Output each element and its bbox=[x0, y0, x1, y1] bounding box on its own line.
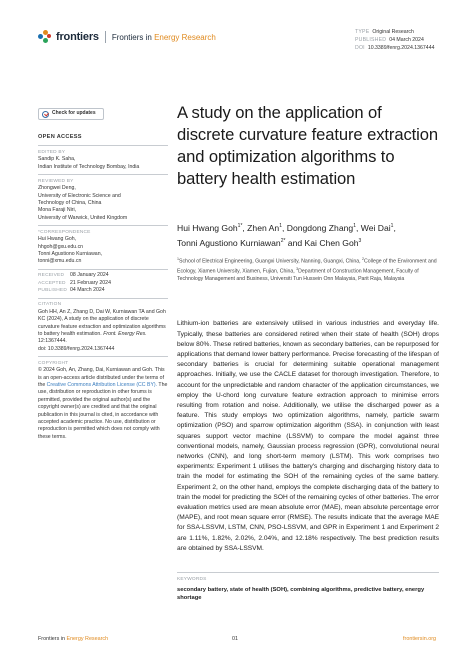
frontiers-logo[interactable] bbox=[38, 30, 216, 44]
author-name[interactable]: , Zhen An bbox=[242, 222, 280, 233]
correspondence-label: *CORRESPONDENCE bbox=[38, 229, 91, 235]
article-title: A study on the application of discrete curvature feature extraction and optimization algorithms to battery health estimation bbox=[177, 103, 439, 188]
logo-text: frontiers bbox=[56, 31, 99, 43]
affiliations bbox=[177, 256, 439, 284]
author-list bbox=[177, 220, 439, 250]
author-affil-sup: 1 bbox=[390, 223, 394, 229]
article-meta bbox=[355, 28, 473, 52]
author-separator: , bbox=[393, 222, 396, 233]
reviewer-line: Zhongwei Deng, bbox=[38, 185, 76, 192]
reviewed-by-label: REVIEWED BY bbox=[38, 178, 74, 184]
received-date: 08 January 2024 bbox=[70, 272, 109, 279]
correspondent-email[interactable]: hhgoh@gxu.edu.cn bbox=[38, 243, 84, 250]
sidebar-divider bbox=[38, 298, 168, 299]
author-name[interactable]: Tonni Agustiono Kurniawan bbox=[177, 237, 281, 248]
author-affil-sup: 1* bbox=[237, 223, 243, 229]
citation-volume: 12:1367444. bbox=[38, 338, 67, 345]
citation-doi[interactable]: doi: 10.3389/fenrg.2024.1367444 bbox=[38, 345, 115, 352]
meta-type-row bbox=[355, 28, 473, 36]
footer-journal bbox=[38, 636, 108, 642]
affiliation-text: College of the Environment and Ecology, Xiamen University, Xiamen, Fujian, China, bbox=[177, 258, 437, 275]
page-header bbox=[0, 0, 474, 60]
citation-text bbox=[38, 309, 168, 353]
author-name[interactable]: and Kai Chen Goh bbox=[285, 237, 359, 248]
reviewer-line: Technology of China, China bbox=[38, 200, 102, 207]
meta-type-value: Original Research bbox=[372, 29, 414, 35]
affil-number: 2 bbox=[362, 256, 365, 261]
keywords-divider bbox=[177, 572, 439, 573]
reviewer-line: University of Electronic Science and bbox=[38, 192, 121, 199]
sidebar-divider bbox=[38, 269, 168, 270]
author-affil-sup: 2* bbox=[280, 237, 286, 244]
editor-affiliation: Indian Institute of Technology Bombay, India bbox=[38, 163, 140, 170]
affil-number: 3 bbox=[296, 266, 299, 271]
edited-by-label: EDITED BY bbox=[38, 150, 66, 155]
sidebar-divider bbox=[38, 225, 168, 226]
meta-published-key: PUBLISHED bbox=[355, 37, 387, 43]
footer-site-link[interactable]: frontiersin.org bbox=[403, 636, 436, 642]
footer-journal-highlight: Energy Research bbox=[66, 636, 109, 642]
journal-prefix: Frontiers in bbox=[111, 32, 155, 42]
sidebar-divider bbox=[38, 145, 168, 146]
keywords: secondary battery, state of health (SOH), combining algorithms, predictive battery, energy shortage bbox=[177, 586, 425, 602]
article-main bbox=[177, 102, 439, 602]
copyright-text bbox=[38, 367, 168, 441]
correspondent-email[interactable]: tonni@xmu.edu.cn bbox=[38, 258, 82, 265]
abstract: Lithium-ion batteries are extensively utilised in various industries and everyday life. Typically, these batteries are considered retired when their state of health (SOH) drops below 80%. These retired batteries, known as secondary batteries, can be repurposed for applications that demand lower battery performance. Precise forecasting of the lifespan of secondary batteries is crucial for determining suitable operational management approaches. Initially, we use the CACLE dataset for thorough investigation. Therefore, to account for the unpredictable and random character of the application circumstances, we employ the U-chord long curvature feature extraction approach to minimise errors resulting from rotation and noise. Additionally, we utilise the discharged power as a feature. This study employs two optimization algorithms, namely, particle swarm optimization (PSO) and sparrow optimization algorithm (SSA). in conjunction with least squares support vector machine (LSSVM) to compare the model against three conventional models, namely, Gaussian process regression (GPR), convolutional neural networks (CNN), and long short-term memory (LSTM). This work comprises two experiments: Experiment 1 utilises the battery's charging and discharging history data to train the model for estimating the SOH of the remaining cycles of the same battery. Experiment 2, on the other hand, employs the complete discharging data of the battery to train the model for predicting the SOH of the remaining cycles of other batteries. The error evaluation metrics used are mean absolute error (MAE), mean absolute percentage error (MAPE), and root mean square error (RMSE). The results indicate that the average MAE for SSA-LSSVM, LSTM, CNN, PSO-LSSVM, and GPR in Experiment 1 and Experiment 2 are 1.11%, 1.82%, 2.02%, 2.04%, and 12.18% respectively. The best prediction results are obtained by SSA-LSSVM. bbox=[177, 320, 439, 552]
journal-name bbox=[112, 33, 216, 42]
correspondent-name: Hui Hwang Goh, bbox=[38, 236, 77, 243]
keywords-label: KEYWORDS bbox=[177, 576, 207, 582]
citation-journal: Front. Energy Res. bbox=[103, 330, 147, 337]
published-label: PUBLISHED bbox=[38, 288, 67, 294]
page-number: 01 bbox=[232, 636, 238, 642]
accepted-date: 21 February 2024 bbox=[70, 279, 111, 286]
logo-separator bbox=[105, 31, 106, 43]
meta-published-row bbox=[355, 36, 473, 44]
citation-label: CITATION bbox=[38, 302, 62, 308]
reviewer-line: University of Warwick, United Kingdom bbox=[38, 214, 128, 221]
accepted-row bbox=[38, 280, 168, 287]
journal-highlight: Energy Research bbox=[154, 32, 216, 42]
copyright-label: COPYRIGHT bbox=[38, 360, 69, 366]
author-affil-sup: 1 bbox=[353, 223, 356, 229]
author-name[interactable]: , Wei Dai bbox=[355, 222, 391, 233]
published-row bbox=[38, 287, 168, 294]
affil-number: 1 bbox=[177, 256, 179, 261]
frontiers-logo-icon bbox=[38, 30, 52, 44]
meta-published-value: 04 March 2024 bbox=[389, 37, 424, 43]
copyright-terms: The use, distribution or reproduction in other forums is permitted, provided the original author(s) and the copyright owner(s) are credited and that the original publication in this journal is cited, in accordance with accepted academic practice. No use, distribution or reproduction is permitted which does not comply with these terms. bbox=[38, 381, 168, 440]
affiliation-text: Department of Construction Management, Faculty of Technology Management and Business, Universiti Tun Hussein Onn Malaysia, Parit Raja, Malaysia bbox=[177, 268, 419, 282]
page-footer bbox=[38, 636, 436, 646]
sidebar-divider bbox=[38, 174, 168, 175]
author-affil-sup: 3 bbox=[358, 237, 362, 244]
copyright-body: © 2024 Goh, An, Zhang, Dai, Kurniawan and Goh. This is an open-access article distributed under the terms of the bbox=[38, 367, 165, 388]
check-updates-icon bbox=[42, 111, 49, 118]
received-label: RECEIVED bbox=[38, 273, 65, 279]
citation-body: Goh HH, An Z, Zhang D, Dai W, Kurniawan TA and Goh KC (2024), A study on the application of discrete curvature feature extraction and optimization algorithms to battery health estimation. bbox=[38, 308, 166, 337]
meta-type-key: TYPE bbox=[355, 29, 370, 35]
footer-journal-prefix: Frontiers in bbox=[38, 636, 67, 642]
correspondent-name: Tonni Agustiono Kurniawan, bbox=[38, 251, 103, 258]
cc-license-link[interactable]: Creative Commons Attribution License (CC BY). bbox=[46, 381, 158, 388]
meta-doi-row bbox=[355, 44, 473, 52]
check-updates-label: Check for updates bbox=[52, 110, 96, 117]
reviewer-line: Mona Faraji Niri, bbox=[38, 207, 77, 214]
accepted-label: ACCEPTED bbox=[38, 280, 66, 286]
author-name[interactable]: Hui Hwang Goh bbox=[177, 222, 238, 233]
published-date: 04 March 2024 bbox=[70, 287, 105, 294]
affiliation-text: School of Electrical Engineering, Guangxi University, Nanning, Guangxi, China, bbox=[179, 258, 363, 265]
editor-name: Sandip K. Saha, bbox=[38, 156, 76, 163]
sidebar-divider bbox=[38, 356, 168, 357]
meta-doi-key: DOI bbox=[355, 45, 365, 51]
meta-doi-value[interactable]: 10.3389/fenrg.2024.1367444 bbox=[367, 45, 435, 51]
open-access-label: OPEN ACCESS bbox=[38, 134, 82, 140]
received-row bbox=[38, 272, 168, 279]
article-sidebar bbox=[38, 108, 168, 441]
check-for-updates-button[interactable] bbox=[38, 108, 104, 120]
author-name[interactable]: , Dongdong Zhang bbox=[281, 222, 354, 233]
author-affil-sup: 1 bbox=[279, 223, 282, 229]
